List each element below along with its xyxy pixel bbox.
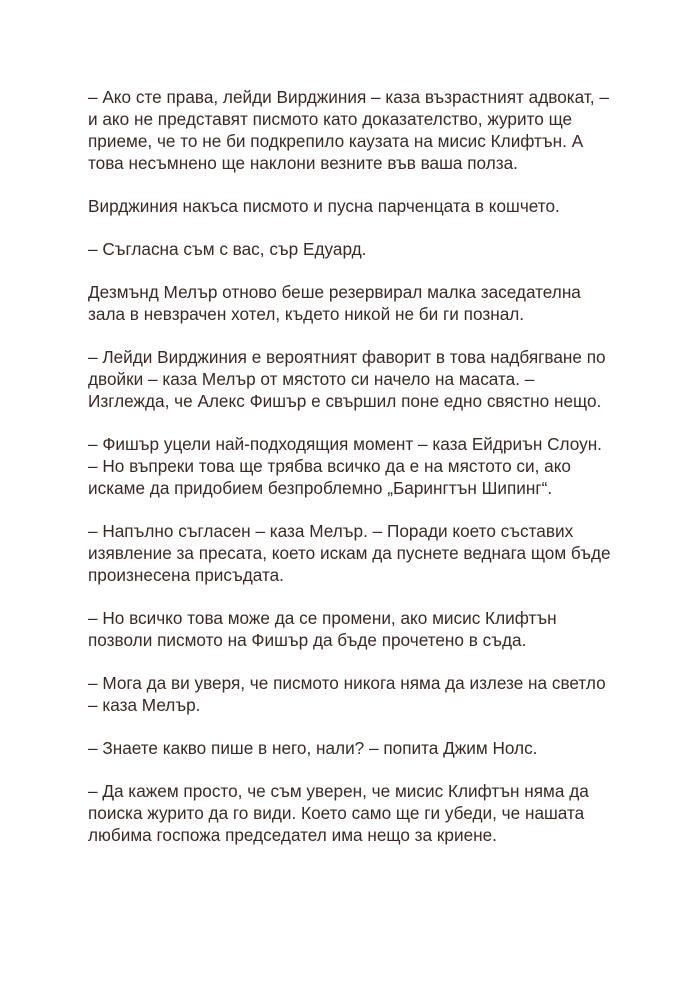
paragraph: – Ако сте права, лейди Вирджиния – каза възрастният адвокат, – и ако не представят писмото като доказателство, журито ще приеме, че то не би подкрепило каузата на мисис Клифтън. А това несъмнено ще наклони везните във ваша полза. <box>88 87 609 173</box>
paragraph: Вирджиния накъса писмото и пусна парченцата в кошчето. <box>88 196 560 216</box>
paragraph: – Знаете какво пише в него, нали? – попита Джим Нолс. <box>88 738 538 758</box>
paragraph: – Но всичко това може да се промени, ако мисис Клифтън позволи писмото на Фишър да бъде прочетено в съда. <box>88 608 557 650</box>
paragraph: – Напълно съгласен – каза Мелър. – Поради което съставих изявление за пресата, което искам да пуснете веднага щом бъде произнесена присъдата. <box>88 521 611 585</box>
paragraph: – Лейди Вирджиния е вероятният фаворит в това надбягване по двойки – каза Мелър от мястото си начело на масата. – Изглежда, че Алекс Фишър е свършил поне едно свястно нещо. <box>88 347 606 411</box>
paragraph: Дезмънд Мелър отново беше резервирал малка заседателна зала в невзрачен хотел, където никой не би ги познал. <box>88 282 581 324</box>
document-page <box>88 86 616 867</box>
paragraph: – Съгласна съм с вас, сър Едуард. <box>88 239 367 259</box>
paragraph: – Фишър уцели най-подходящия момент – каза Ейдриън Слоун. – Но въпреки това ще трябва всичко да е на мястото си, ако искаме да придобием безпроблемно „Барингтън Шипинг“. <box>88 434 602 498</box>
paragraph: – Да кажем просто, че съм уверен, че мисис Клифтън няма да поиска журито да го види. Което само ще ги убеди, че нашата любима госпожа председател има нещо за криене. <box>88 781 589 845</box>
paragraph: – Мога да ви уверя, че писмото никога няма да излезе на светло – каза Мелър. <box>88 673 606 715</box>
